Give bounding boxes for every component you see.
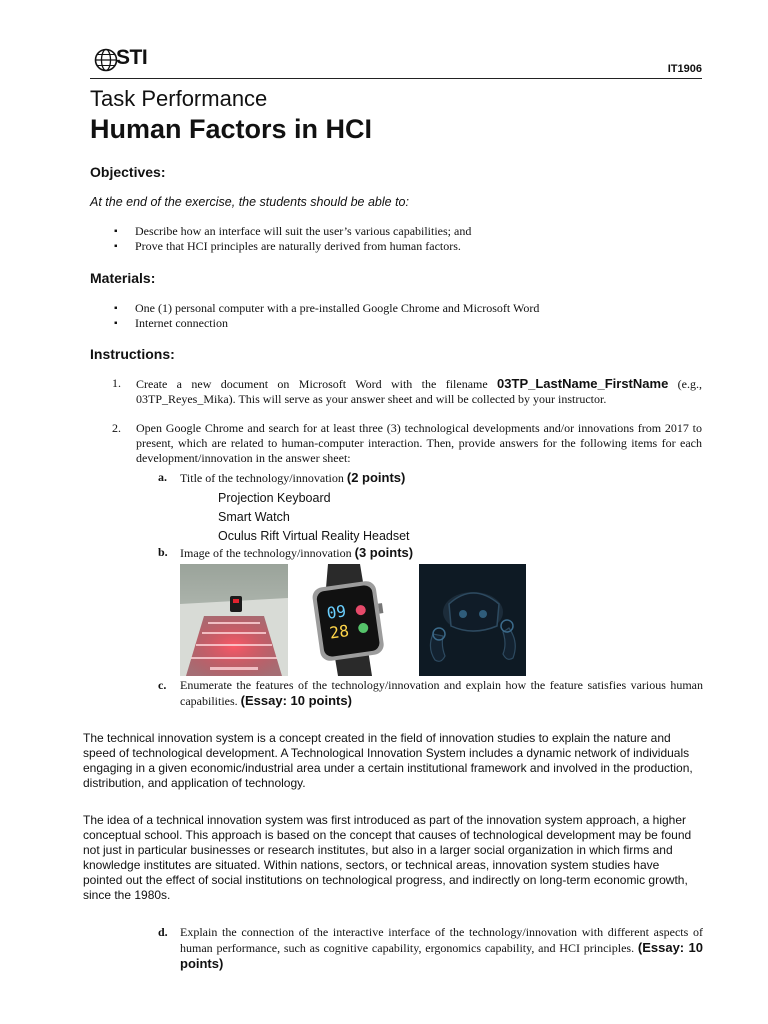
instructions-heading: Instructions: — [90, 346, 175, 362]
page-title: Human Factors in HCI — [90, 114, 373, 144]
sti-logo — [94, 46, 154, 76]
step-number: 1. — [112, 376, 121, 390]
objectives-heading: Objectives: — [90, 164, 166, 180]
projection-keyboard-image — [180, 564, 288, 676]
objectives-intro: At the end of the exercise, the students should be able to: — [90, 195, 409, 209]
technology-item: Projection Keyboard — [218, 491, 331, 505]
step-1-text: Create a new document on Microsoft Word with the filename — [136, 377, 498, 391]
step-1-text-end: (e.g., 03TP_Reyes_Mika). This will serve as your answer sheet and will be collected by your instructor. — [136, 377, 702, 406]
objectives-list — [114, 224, 471, 254]
instruction-step-1 — [112, 376, 702, 407]
task-label: Task Performance — [90, 86, 268, 111]
watch-time-hours: 09 — [325, 601, 348, 623]
sub-a-text: Title of the technology/innovation — [180, 471, 347, 485]
header-divider — [90, 78, 702, 79]
smart-watch-image — [298, 564, 400, 676]
essay-paragraph: The technical innovation system is a concept created in the field of innovation studies to explain the nature and speed of technological development. A Technological Innovation System includes a dynamic network of individuals engaging in a given economic/industrial area under a certain institutional framework and involved in the production, distribution, and application of technology. — [83, 731, 693, 790]
sub-letter: c. — [158, 678, 167, 692]
technology-list — [218, 489, 410, 546]
list-item: ▪ One (1) personal computer with a pre-installed Google Chrome and Microsoft Word — [114, 301, 539, 316]
step-2-text: Open Google Chrome and search for at least three (3) technological developments and/or innovations from 2017 to present, which are related to human-computer interaction. Then, provide answers for the following items for each development/innovation in the answer sheet: — [136, 421, 702, 465]
essay-paragraph: The idea of a technical innovation system was first introduced as part of the innovation system approach, a higher conceptual school. This approach is based on the concept that causes of technological development may be found not just in particular businesses or research institutes, but also in a larger social organization in which firms and knowledge institutes are situated. Within nations, sectors, or technical areas, innovation system studies have pointed out the effect of social institutions on technological progress, and indirectly on long-term economic growth, since the 1980s. — [83, 813, 692, 902]
materials-list — [114, 301, 539, 331]
points-label: (3 points) — [354, 545, 414, 560]
materials-heading: Materials: — [90, 270, 156, 286]
points-label: (Essay: 10 points) — [180, 940, 703, 971]
globe-icon — [94, 48, 118, 72]
technology-item: Oculus Rift Virtual Reality Headset — [218, 529, 410, 543]
list-item: ▪ Describe how an interface will suit the user’s various capabilities; and — [114, 224, 471, 239]
filename: 03TP_LastName_FirstName — [497, 376, 669, 391]
document-code: IT1906 — [667, 63, 702, 75]
points-label: (2 points) — [346, 470, 406, 485]
sub-item-b — [158, 545, 703, 561]
technology-item: Smart Watch — [218, 510, 290, 524]
sub-item-a — [158, 470, 703, 486]
step-number: 2. — [112, 421, 121, 435]
logo-text: STI — [116, 46, 148, 69]
sub-letter: d. — [158, 925, 168, 939]
sub-c-text: Enumerate the features of the technology/innovation and explain how the feature satisfies various human capabilities. — [180, 678, 703, 708]
sub-b-text: Image of the technology/innovation — [180, 546, 355, 560]
instruction-step-2 — [112, 421, 702, 466]
sub-item-c — [158, 678, 703, 709]
sub-d-text: Explain the connection of the interactive interface of the technology/innovation with different aspects of human performance, such as cognitive capability, ergonomics capability, and HCI principles. — [180, 925, 703, 955]
list-item: ▪ Prove that HCI principles are naturally derived from human factors. — [114, 239, 471, 254]
watch-time-minutes: 28 — [328, 621, 351, 643]
sub-item-d — [158, 925, 703, 972]
sub-letter: a. — [158, 470, 167, 484]
points-label: (Essay: 10 points) — [240, 693, 352, 708]
sub-letter: b. — [158, 545, 168, 559]
list-item: ▪ Internet connection — [114, 316, 539, 331]
vr-headset-image — [419, 564, 526, 676]
